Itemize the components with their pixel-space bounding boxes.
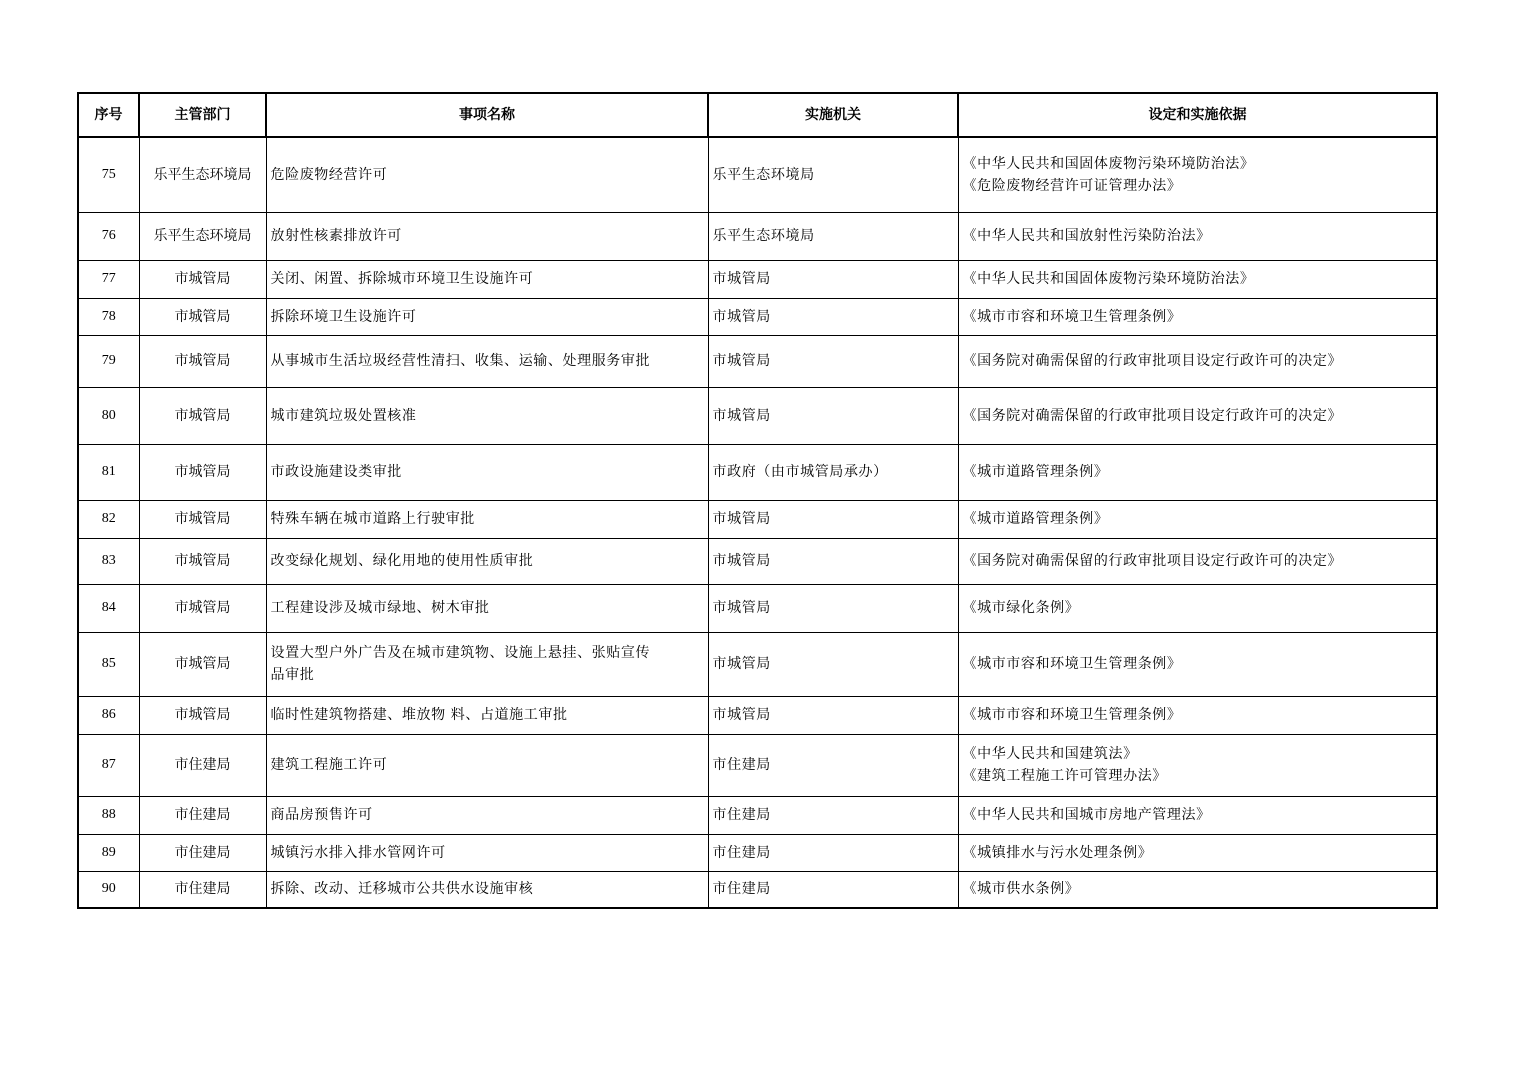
legal-basis-cell xyxy=(958,734,1437,796)
item-name-cell-line: 拆除、改动、迁移城市公共供水设施审核 xyxy=(270,881,534,898)
row-number: 89 xyxy=(78,834,139,871)
legal-basis-cell xyxy=(958,500,1437,538)
legal-basis-cell-line: 《城市绿化条例》 xyxy=(962,600,1080,616)
implementing-org-cell: 市城管局 xyxy=(708,632,958,696)
item-name-cell xyxy=(266,212,708,260)
item-name-cell xyxy=(266,500,708,538)
legal-basis-cell-line: 《城市市容和环境卫生管理条例》 xyxy=(962,707,1182,723)
row-number: 80 xyxy=(78,387,139,444)
item-name-cell xyxy=(266,387,708,444)
header-no: 序号 xyxy=(78,93,139,137)
department-cell: 市城管局 xyxy=(139,260,266,298)
legal-basis-cell xyxy=(958,444,1437,500)
implementing-org-cell: 市城管局 xyxy=(708,260,958,298)
department-cell: 市住建局 xyxy=(139,871,266,908)
table-row xyxy=(78,212,1437,260)
item-name-cell-line: 特殊车辆在城市道路上行驶审批 xyxy=(270,511,475,527)
legal-basis-cell-line: 《国务院对确需保留的行政审批项目设定行政许可的决定》 xyxy=(962,407,1343,424)
implementing-org-cell: 市住建局 xyxy=(708,796,958,834)
row-number: 90 xyxy=(78,871,139,908)
item-name-cell xyxy=(266,834,708,871)
row-number: 83 xyxy=(78,538,139,584)
table-row xyxy=(78,335,1437,387)
implementing-org-cell: 市城管局 xyxy=(708,387,958,444)
row-number: 82 xyxy=(78,500,139,538)
implementing-org-cell: 市城管局 xyxy=(708,298,958,335)
item-name-cell-line: 从事城市生活垃圾经营性清扫、收集、运输、处理服务审批 xyxy=(270,353,651,369)
item-name-cell xyxy=(266,871,708,908)
item-name-cell-line: 放射性核素排放许可 xyxy=(270,228,402,244)
table-row xyxy=(78,734,1437,796)
table-row xyxy=(78,260,1437,298)
legal-basis-cell xyxy=(958,834,1437,871)
item-name-cell xyxy=(266,796,708,834)
item-name-cell xyxy=(266,538,708,584)
item-name-cell-line: 品审批 xyxy=(270,667,315,683)
row-number: 81 xyxy=(78,444,139,500)
table-row xyxy=(78,387,1437,444)
legal-basis-cell-line: 《城市市容和环境卫生管理条例》 xyxy=(962,308,1182,325)
item-name-cell xyxy=(266,298,708,335)
legal-basis-cell-line: 《城市供水条例》 xyxy=(962,881,1080,898)
header-org: 实施机关 xyxy=(708,93,958,137)
item-name-cell xyxy=(266,632,708,696)
row-number: 76 xyxy=(78,212,139,260)
row-number: 79 xyxy=(78,335,139,387)
item-name-cell-line: 设置大型户外广告及在城市建筑物、设施上悬挂、张贴宣传 xyxy=(270,645,651,661)
item-name-cell-line: 市政设施建设类审批 xyxy=(270,464,402,480)
department-cell: 市住建局 xyxy=(139,834,266,871)
item-name-cell-line: 临时性建筑物搭建、堆放物 料、占道施工审批 xyxy=(270,707,568,723)
department-cell: 市城管局 xyxy=(139,538,266,584)
department-cell: 市住建局 xyxy=(139,734,266,796)
implementing-org-cell: 市住建局 xyxy=(708,834,958,871)
row-number: 88 xyxy=(78,796,139,834)
department-cell: 乐平生态环境局 xyxy=(139,212,266,260)
header-row xyxy=(78,93,1437,137)
header-item: 事项名称 xyxy=(266,93,708,137)
department-cell: 市城管局 xyxy=(139,500,266,538)
item-name-cell-line: 关闭、闲置、拆除城市环境卫生设施许可 xyxy=(270,271,534,287)
legal-basis-cell xyxy=(958,298,1437,335)
department-cell: 市城管局 xyxy=(139,584,266,632)
item-name-cell-line: 危险废物经营许可 xyxy=(270,166,388,183)
department-cell: 市城管局 xyxy=(139,387,266,444)
table-row xyxy=(78,796,1437,834)
legal-basis-cell-line: 《国务院对确需保留的行政审批项目设定行政许可的决定》 xyxy=(962,353,1343,369)
row-number: 77 xyxy=(78,260,139,298)
implementing-org-cell: 市政府（由市城管局承办） xyxy=(708,444,958,500)
item-name-cell-line: 工程建设涉及城市绿地、树木审批 xyxy=(270,600,490,616)
department-cell: 市城管局 xyxy=(139,444,266,500)
legal-basis-cell xyxy=(958,696,1437,734)
legal-basis-cell-line: 《城市道路管理条例》 xyxy=(962,511,1109,527)
legal-basis-cell-line: 《城市道路管理条例》 xyxy=(962,464,1109,480)
legal-basis-cell xyxy=(958,212,1437,260)
legal-basis-cell xyxy=(958,871,1437,908)
item-name-cell-line: 拆除环境卫生设施许可 xyxy=(270,308,417,325)
item-name-cell-line: 商品房预售许可 xyxy=(270,807,373,823)
department-cell: 市城管局 xyxy=(139,632,266,696)
row-number: 87 xyxy=(78,734,139,796)
item-name-cell xyxy=(266,335,708,387)
legal-basis-cell xyxy=(958,387,1437,444)
legal-basis-cell xyxy=(958,335,1437,387)
legal-basis-cell-line: 《中华人民共和国固体废物污染环境防治法》 xyxy=(962,271,1255,287)
permit-table xyxy=(77,92,1438,909)
legal-basis-cell xyxy=(958,260,1437,298)
table-row xyxy=(78,298,1437,335)
department-cell: 市城管局 xyxy=(139,298,266,335)
legal-basis-cell xyxy=(958,796,1437,834)
legal-basis-cell-line: 《城市市容和环境卫生管理条例》 xyxy=(962,656,1182,672)
item-name-cell xyxy=(266,734,708,796)
item-name-cell-line: 改变绿化规划、绿化用地的使用性质审批 xyxy=(270,553,534,569)
legal-basis-cell xyxy=(958,632,1437,696)
item-name-cell xyxy=(266,137,708,212)
legal-basis-cell xyxy=(958,584,1437,632)
item-name-cell xyxy=(266,444,708,500)
item-name-cell xyxy=(266,260,708,298)
legal-basis-cell-line: 《中华人民共和国建筑法》 xyxy=(962,746,1138,762)
table-row xyxy=(78,584,1437,632)
item-name-cell xyxy=(266,696,708,734)
table-row xyxy=(78,500,1437,538)
department-cell: 乐平生态环境局 xyxy=(139,137,266,212)
table-row xyxy=(78,538,1437,584)
header-dept: 主管部门 xyxy=(139,93,266,137)
table-row xyxy=(78,871,1437,908)
implementing-org-cell: 市住建局 xyxy=(708,871,958,908)
legal-basis-cell-line: 《城镇排水与污水处理条例》 xyxy=(962,844,1153,861)
implementing-org-cell: 市住建局 xyxy=(708,734,958,796)
implementing-org-cell: 乐平生态环境局 xyxy=(708,137,958,212)
implementing-org-cell: 市城管局 xyxy=(708,584,958,632)
table-row xyxy=(78,834,1437,871)
legal-basis-cell xyxy=(958,538,1437,584)
table-row xyxy=(78,444,1437,500)
row-number: 75 xyxy=(78,137,139,212)
legal-basis-cell xyxy=(958,137,1437,212)
implementing-org-cell: 市城管局 xyxy=(708,538,958,584)
item-name-cell-line: 建筑工程施工许可 xyxy=(270,757,388,773)
header-basis: 设定和实施依据 xyxy=(958,93,1437,137)
legal-basis-cell-line: 《危险废物经营许可证管理办法》 xyxy=(962,177,1182,194)
implementing-org-cell: 市城管局 xyxy=(708,696,958,734)
legal-basis-cell-line: 《中华人民共和国放射性污染防治法》 xyxy=(962,228,1211,244)
table-row xyxy=(78,696,1437,734)
table-body xyxy=(78,137,1437,908)
implementing-org-cell: 乐平生态环境局 xyxy=(708,212,958,260)
item-name-cell-line: 城市建筑垃圾处置核准 xyxy=(270,407,417,424)
row-number: 86 xyxy=(78,696,139,734)
legal-basis-cell-line: 《国务院对确需保留的行政审批项目设定行政许可的决定》 xyxy=(962,553,1343,569)
legal-basis-cell-line: 《中华人民共和国城市房地产管理法》 xyxy=(962,807,1211,823)
row-number: 84 xyxy=(78,584,139,632)
implementing-org-cell: 市城管局 xyxy=(708,335,958,387)
table-row xyxy=(78,137,1437,212)
department-cell: 市城管局 xyxy=(139,335,266,387)
item-name-cell xyxy=(266,584,708,632)
legal-basis-cell-line: 《建筑工程施工许可管理办法》 xyxy=(962,768,1167,784)
implementing-org-cell: 市城管局 xyxy=(708,500,958,538)
table-row xyxy=(78,632,1437,696)
row-number: 85 xyxy=(78,632,139,696)
item-name-cell-line: 城镇污水排入排水管网许可 xyxy=(270,844,446,861)
department-cell: 市住建局 xyxy=(139,796,266,834)
department-cell: 市城管局 xyxy=(139,696,266,734)
row-number: 78 xyxy=(78,298,139,335)
legal-basis-cell-line: 《中华人民共和国固体废物污染环境防治法》 xyxy=(962,155,1255,172)
